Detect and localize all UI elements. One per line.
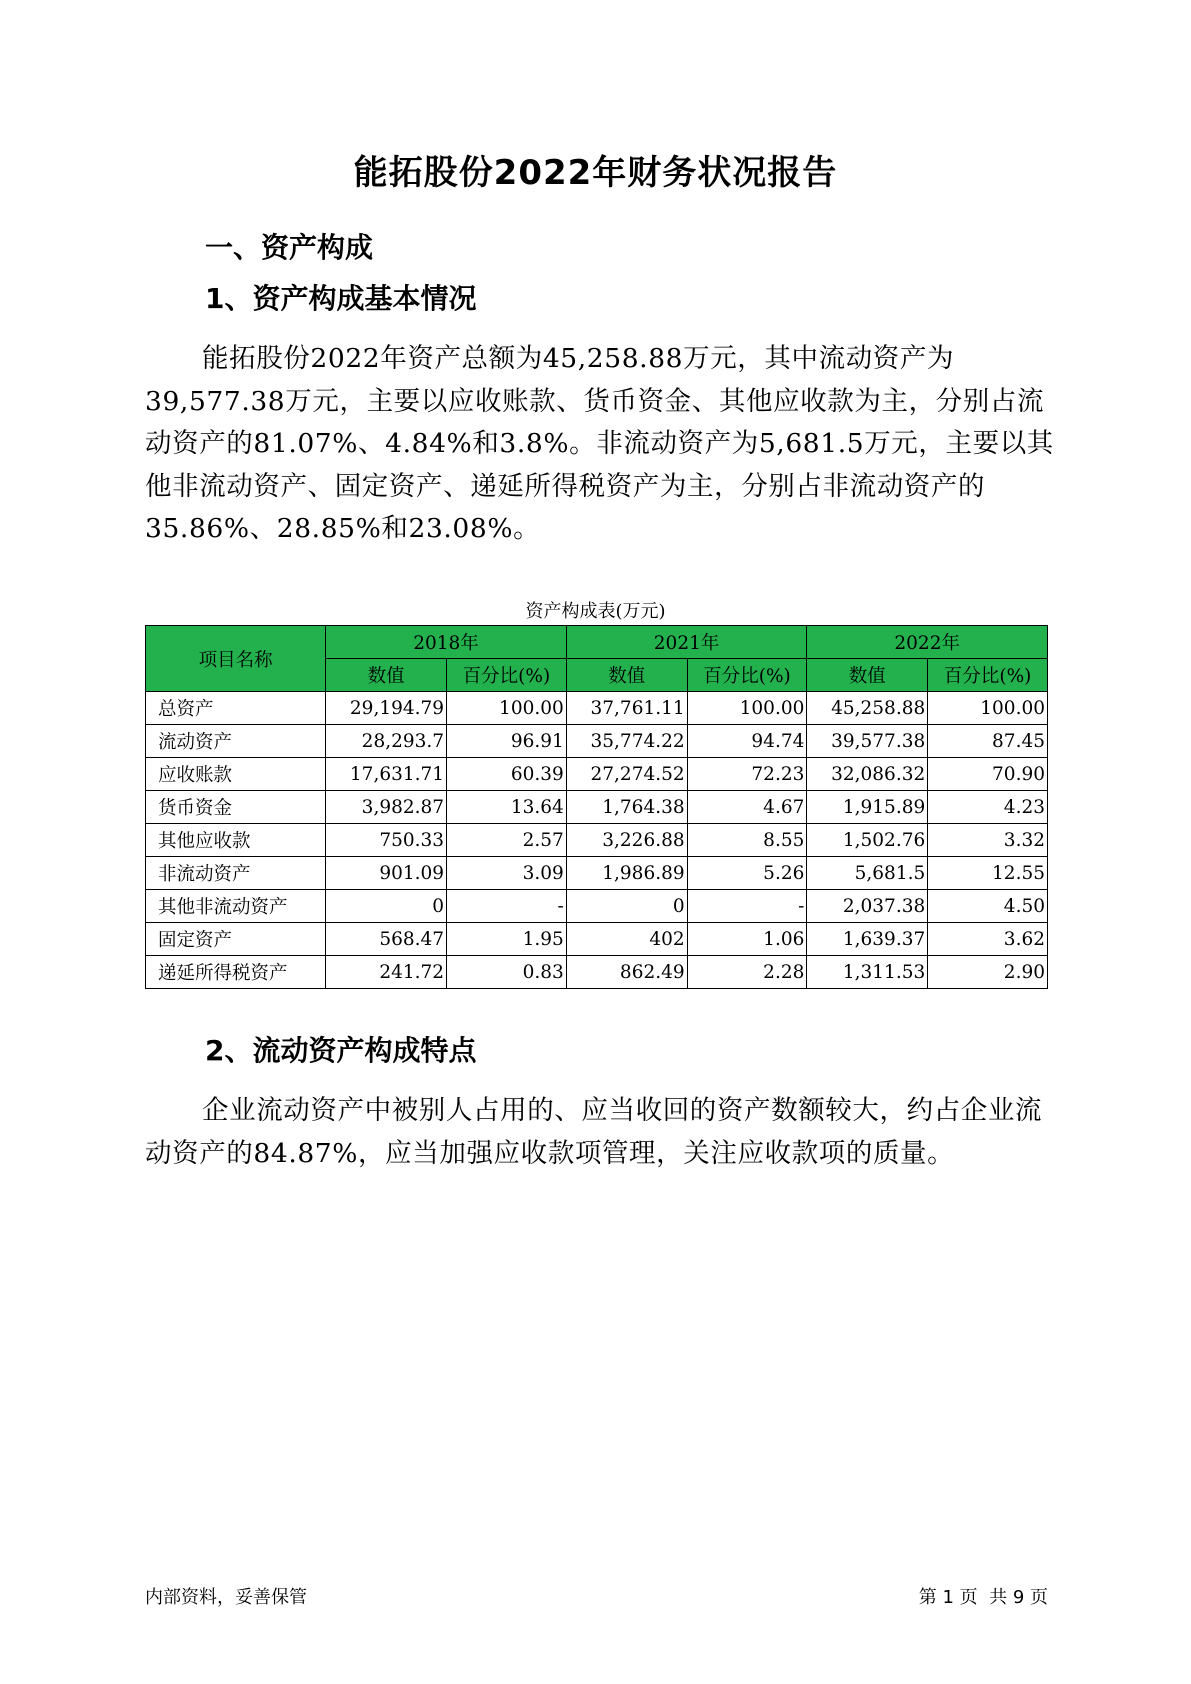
percent-cell: 2.28 <box>687 956 807 989</box>
paragraph-asset-summary: 能拓股份2022年资产总额为45,258.88万元，其中流动资产为39,577.38万元，主要以应收账款、货币资金、其他应收款为主，分别占流动资产的81.07%、4.84%和3.8%。非流动资产为5,681.5万元，主要以其他非流动资产、固定资产、递延所得税资产为主，分别占非流动资产的35.86%、28.85%和23.08%。 <box>145 343 1054 544</box>
percent-cell: 100.00 <box>928 692 1048 725</box>
table-row <box>146 824 1048 857</box>
percent-cell: 70.90 <box>928 758 1048 791</box>
percent-cell: 1.06 <box>687 923 807 956</box>
column-header-percent: 百分比(%) <box>687 659 807 692</box>
row-label: 应收账款 <box>146 758 326 791</box>
value-cell: 3,226.88 <box>566 824 687 857</box>
value-cell: 27,274.52 <box>566 758 687 791</box>
percent-cell: 60.39 <box>447 758 567 791</box>
value-cell: 28,293.7 <box>326 725 447 758</box>
percent-cell: 96.91 <box>447 725 567 758</box>
percent-cell: 2.57 <box>447 824 567 857</box>
percent-cell: 100.00 <box>447 692 567 725</box>
value-cell: 568.47 <box>326 923 447 956</box>
value-cell: 901.09 <box>326 857 447 890</box>
value-cell: 0 <box>326 890 447 923</box>
row-label: 其他非流动资产 <box>146 890 326 923</box>
value-cell: 750.33 <box>326 824 447 857</box>
value-cell: 3,982.87 <box>326 791 447 824</box>
value-cell: 39,577.38 <box>807 725 928 758</box>
value-cell: 1,915.89 <box>807 791 928 824</box>
footer-page-number: 第 1 页 共 9 页 <box>918 1587 1048 1608</box>
percent-cell: 100.00 <box>687 692 807 725</box>
percent-cell: 87.45 <box>928 725 1048 758</box>
row-label: 固定资产 <box>146 923 326 956</box>
table-row <box>146 857 1048 890</box>
percent-cell: 12.55 <box>928 857 1048 890</box>
table-row <box>146 890 1048 923</box>
value-cell: 2,037.38 <box>807 890 928 923</box>
table-row <box>146 956 1048 989</box>
row-label: 递延所得税资产 <box>146 956 326 989</box>
section-heading-asset-composition: 一、资产构成 <box>205 231 374 264</box>
value-cell: 862.49 <box>566 956 687 989</box>
column-header-value: 数值 <box>326 659 447 692</box>
percent-cell: 4.23 <box>928 791 1048 824</box>
row-label: 其他应收款 <box>146 824 326 857</box>
percent-cell: - <box>447 890 567 923</box>
column-header-value: 数值 <box>807 659 928 692</box>
percent-cell: 3.09 <box>447 857 567 890</box>
value-cell: 1,986.89 <box>566 857 687 890</box>
value-cell: 1,311.53 <box>807 956 928 989</box>
column-header-year: 2021年 <box>566 626 807 659</box>
value-cell: 17,631.71 <box>326 758 447 791</box>
row-label: 非流动资产 <box>146 857 326 890</box>
table-row <box>146 725 1048 758</box>
column-header-percent: 百分比(%) <box>928 659 1048 692</box>
percent-cell: 1.95 <box>447 923 567 956</box>
percent-cell: 5.26 <box>687 857 807 890</box>
row-label: 流动资产 <box>146 725 326 758</box>
column-header-year: 2018年 <box>326 626 567 659</box>
value-cell: 37,761.11 <box>566 692 687 725</box>
column-header-value: 数值 <box>566 659 687 692</box>
percent-cell: 4.67 <box>687 791 807 824</box>
row-label: 货币资金 <box>146 791 326 824</box>
percent-cell: - <box>687 890 807 923</box>
percent-cell: 8.55 <box>687 824 807 857</box>
column-header-year: 2022年 <box>807 626 1048 659</box>
value-cell: 32,086.32 <box>807 758 928 791</box>
value-cell: 1,502.76 <box>807 824 928 857</box>
percent-cell: 94.74 <box>687 725 807 758</box>
row-label: 总资产 <box>146 692 326 725</box>
document-title: 能拓股份2022年财务状况报告 <box>353 153 838 193</box>
table-row <box>146 758 1048 791</box>
percent-cell: 3.62 <box>928 923 1048 956</box>
table-row <box>146 692 1048 725</box>
percent-cell: 4.50 <box>928 890 1048 923</box>
asset-composition-table <box>145 625 1048 989</box>
value-cell: 241.72 <box>326 956 447 989</box>
footer-confidential-note: 内部资料，妥善保管 <box>145 1587 307 1608</box>
value-cell: 5,681.5 <box>807 857 928 890</box>
value-cell: 402 <box>566 923 687 956</box>
table-row <box>146 923 1048 956</box>
value-cell: 1,764.38 <box>566 791 687 824</box>
paragraph-current-assets: 企业流动资产中被别人占用的、应当收回的资产数额较大，约占企业流动资产的84.87%，应当加强应收款项管理，关注应收款项的质量。 <box>145 1095 1043 1169</box>
subsection-heading-basic-situation: 1、资产构成基本情况 <box>205 282 477 315</box>
column-header-percent: 百分比(%) <box>447 659 567 692</box>
percent-cell: 3.32 <box>928 824 1048 857</box>
value-cell: 35,774.22 <box>566 725 687 758</box>
percent-cell: 13.64 <box>447 791 567 824</box>
value-cell: 0 <box>566 890 687 923</box>
value-cell: 45,258.88 <box>807 692 928 725</box>
value-cell: 29,194.79 <box>326 692 447 725</box>
percent-cell: 2.90 <box>928 956 1048 989</box>
percent-cell: 0.83 <box>447 956 567 989</box>
table-row <box>146 791 1048 824</box>
percent-cell: 72.23 <box>687 758 807 791</box>
table-caption: 资产构成表(万元) <box>525 601 666 622</box>
subsection-heading-current-assets: 2、流动资产构成特点 <box>205 1034 477 1067</box>
column-header-item-name: 项目名称 <box>146 626 326 692</box>
value-cell: 1,639.37 <box>807 923 928 956</box>
